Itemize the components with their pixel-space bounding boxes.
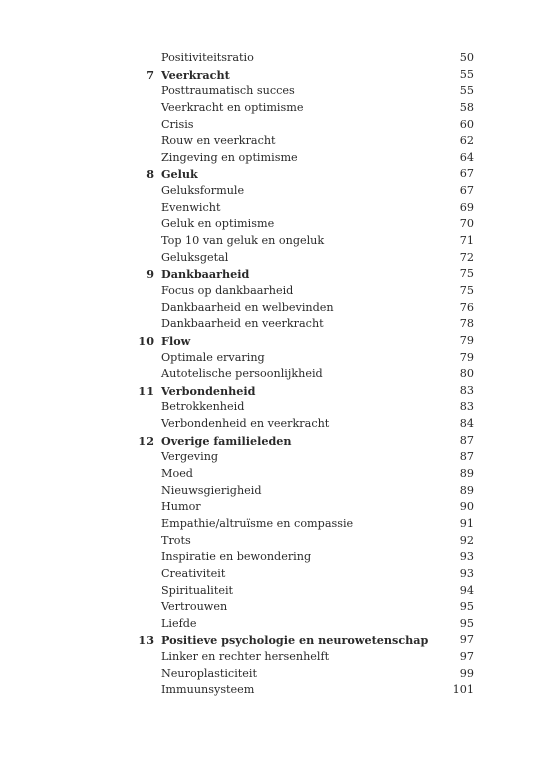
- chapter-number: 13: [138, 633, 154, 648]
- chapter-number: 11: [138, 383, 154, 398]
- page-number: 80: [459, 367, 474, 381]
- toc-section-entry: [0, 216, 550, 233]
- section-title: Evenwicht: [161, 200, 221, 214]
- section-title: Dankbaarheid en veerkracht: [161, 317, 324, 331]
- toc-section-entry: [0, 599, 550, 616]
- toc-chapter-entry: [0, 333, 550, 350]
- section-title: Geluksgetal: [161, 250, 229, 264]
- chapter-number: 7: [146, 67, 154, 82]
- section-title: Verbondenheid en veerkracht: [161, 417, 330, 431]
- section-title: Rouw en veerkracht: [161, 134, 276, 148]
- toc-section-entry: [0, 499, 550, 516]
- toc-section-entry: [0, 200, 550, 217]
- page-number: 95: [459, 600, 474, 614]
- section-title: Spiritualiteit: [161, 583, 234, 597]
- page-number: 60: [459, 117, 474, 131]
- section-title: Liefde: [161, 616, 197, 630]
- page-number: 83: [459, 383, 474, 397]
- toc-section-entry: [0, 449, 550, 466]
- section-title: Geluk en optimisme: [161, 217, 275, 231]
- page-number: 89: [459, 483, 474, 497]
- toc-section-entry: [0, 133, 550, 150]
- page-number: 50: [459, 51, 474, 64]
- toc-section-entry: [0, 100, 550, 117]
- page-number: 87: [459, 450, 474, 464]
- page-number: 92: [459, 533, 474, 547]
- section-title: Positiviteitsratio: [161, 51, 254, 64]
- section-title: Zingeving en optimisme: [161, 150, 298, 164]
- toc-section-entry: [0, 616, 550, 633]
- section-title: Inspiratie en bewondering: [161, 550, 312, 564]
- toc-chapter-entry: [0, 383, 550, 400]
- page-number: 75: [459, 283, 474, 297]
- toc-section-entry: [0, 350, 550, 367]
- toc-section-entry: [0, 533, 550, 550]
- section-title: Moed: [161, 467, 193, 481]
- page-number: 75: [459, 267, 474, 281]
- page-number: 62: [459, 134, 474, 148]
- page-number: 89: [459, 467, 474, 481]
- toc-section-entry: [0, 150, 550, 167]
- section-title: Veerkracht en optimisme: [161, 100, 304, 114]
- page-number: 55: [459, 67, 474, 81]
- page-number: 95: [459, 616, 474, 630]
- section-title: Autotelische persoonlijkheid: [161, 367, 323, 381]
- page-number: 70: [459, 217, 474, 231]
- toc-section-entry: [0, 649, 550, 666]
- section-title: Top 10 van geluk en ongeluk: [161, 234, 325, 248]
- page-number: 55: [459, 84, 474, 98]
- toc-section-entry: [0, 516, 550, 533]
- page-number: 71: [459, 234, 474, 248]
- page-number: 58: [459, 100, 474, 114]
- page-number: 84: [459, 417, 474, 431]
- page-number: 94: [459, 583, 474, 597]
- toc-section-entry: [0, 366, 550, 383]
- page-number: 83: [459, 400, 474, 414]
- section-title: Dankbaarheid en welbevinden: [161, 300, 334, 314]
- page-number: 97: [459, 633, 474, 647]
- toc-section-entry: [0, 50, 550, 67]
- table-of-contents: [0, 50, 550, 699]
- toc-section-entry: [0, 399, 550, 416]
- chapter-number: 8: [146, 167, 154, 182]
- page-number: 67: [459, 184, 474, 198]
- toc-chapter-entry: [0, 433, 550, 450]
- toc-section-entry: [0, 549, 550, 566]
- section-title: Empathie/altruïsme en compassie: [161, 516, 354, 530]
- page-number: 72: [459, 250, 474, 264]
- chapter-number: 12: [138, 433, 154, 448]
- toc-section-entry: [0, 583, 550, 600]
- chapter-title: Flow: [161, 333, 191, 348]
- section-title: Vertrouwen: [161, 600, 228, 614]
- toc-section-entry: [0, 566, 550, 583]
- section-title: Vergeving: [161, 450, 219, 464]
- section-title: Geluksformule: [161, 184, 245, 198]
- section-title: Immuunsysteem: [161, 683, 255, 697]
- section-title: Nieuwsgierigheid: [161, 483, 262, 497]
- toc-chapter-entry: [0, 67, 550, 84]
- section-title: Focus op dankbaarheid: [161, 283, 294, 297]
- toc-section-entry: [0, 83, 550, 100]
- toc-section-entry: [0, 466, 550, 483]
- page-number: 93: [459, 550, 474, 564]
- chapter-title: Dankbaarheid: [161, 267, 250, 282]
- chapter-title: Geluk: [161, 167, 198, 182]
- page-number: 90: [459, 500, 474, 514]
- section-title: Posttraumatisch succes: [161, 84, 295, 98]
- toc-section-entry: [0, 300, 550, 317]
- toc-chapter-entry: [0, 632, 550, 649]
- page-number: 93: [459, 566, 474, 580]
- section-title: Linker en rechter hersenhelft: [161, 650, 330, 664]
- toc-chapter-entry: [0, 166, 550, 183]
- toc-section-entry: [0, 666, 550, 683]
- page-number: 78: [459, 317, 474, 331]
- page-number: 87: [459, 433, 474, 447]
- toc-section-entry: [0, 682, 550, 699]
- chapter-number: 10: [138, 333, 154, 348]
- toc-section-entry: [0, 483, 550, 500]
- toc-section-entry: [0, 183, 550, 200]
- section-title: Neuroplasticiteit: [161, 666, 257, 680]
- page-number: 76: [459, 300, 474, 314]
- toc-section-entry: [0, 283, 550, 300]
- section-title: Creativiteit: [161, 566, 226, 580]
- chapter-title: Verbondenheid: [161, 383, 256, 398]
- chapter-title: Positieve psychologie en neurowetenschap: [161, 633, 429, 648]
- chapter-title: Overige familieleden: [161, 433, 292, 448]
- page-number: 79: [459, 350, 474, 364]
- page-number: 69: [459, 200, 474, 214]
- toc-section-entry: [0, 117, 550, 134]
- toc-section-entry: [0, 250, 550, 267]
- page-number: 101: [452, 683, 474, 697]
- chapter-title: Veerkracht: [161, 67, 230, 82]
- page-number: 67: [459, 167, 474, 181]
- section-title: Humor: [161, 500, 201, 514]
- page-number: 99: [459, 666, 474, 680]
- page-number: 64: [459, 150, 474, 164]
- section-title: Trots: [161, 533, 191, 547]
- page-number: 79: [459, 333, 474, 347]
- toc-chapter-entry: [0, 266, 550, 283]
- toc-section-entry: [0, 233, 550, 250]
- toc-section-entry: [0, 316, 550, 333]
- page-number: 91: [459, 516, 474, 530]
- section-title: Betrokkenheid: [161, 400, 245, 414]
- page-number: 97: [459, 650, 474, 664]
- section-title: Optimale ervaring: [161, 350, 265, 364]
- toc-section-entry: [0, 416, 550, 433]
- section-title: Crisis: [161, 117, 194, 131]
- chapter-number: 9: [146, 267, 154, 282]
